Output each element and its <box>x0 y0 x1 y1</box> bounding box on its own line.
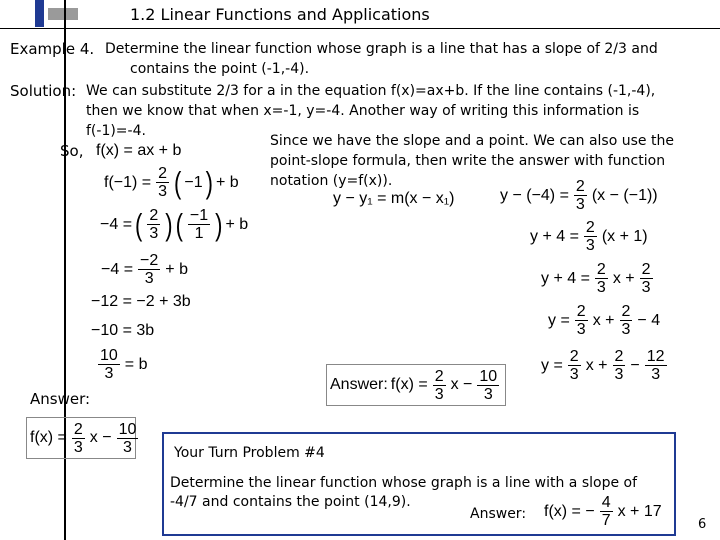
your-turn-answer-rhs: x + 17 <box>617 502 662 520</box>
answer-left-fraction-2: $\frac{10}{3}$ <box>118 420 137 456</box>
eq1-fraction: $\frac{2}{3}$ <box>158 165 168 200</box>
your-turn-answer-label: Answer: <box>470 506 527 522</box>
point-slope-formula: y − y₁ = m(x − x₁) <box>333 190 455 207</box>
equation-step-2: −4 = ( $\frac{2}{3}$ ) ( $\frac{-1}{1}$ ) + b <box>100 206 249 242</box>
your-turn-answer <box>544 494 662 529</box>
r4-lhs: y = <box>548 311 570 329</box>
equation-step-4: −12 = −2 + 3b <box>91 293 191 310</box>
your-turn-answer-lhs: f(x) = − <box>544 502 595 520</box>
r1-rhs: (x − (−1)) <box>591 186 658 204</box>
eq2-fraction-1: $\frac{2}{3}$ <box>149 207 159 242</box>
example-line-1: Determine the linear function whose graph is a line that has a slope of 2/3 and <box>105 41 658 57</box>
r3-fraction-1: $\frac{2}{3}$ <box>596 261 606 296</box>
r4-mid: x + <box>592 311 615 329</box>
answer-box-right <box>326 364 506 406</box>
eq3-fraction: $\frac{-2}{3}$ <box>140 252 159 287</box>
example-line-2: contains the point (-1,-4). <box>130 61 310 77</box>
r1-fraction: $\frac{2}{3}$ <box>575 178 585 213</box>
eq2-rhs: + b <box>225 215 249 233</box>
r4-rhs: − 4 <box>637 311 661 329</box>
equation-step-5: −10 = 3b <box>91 322 155 339</box>
alt-text-3: notation (y=f(x)). <box>270 173 393 189</box>
eq3-lhs: −4 = <box>101 260 134 278</box>
r3-lhs: y + 4 = <box>541 269 590 287</box>
r5-fraction-1: $\frac{2}{3}$ <box>569 348 579 383</box>
eq6-fraction: $\frac{10}{3}$ <box>100 347 118 382</box>
r3-fraction-2: $\frac{2}{3}$ <box>641 261 651 296</box>
point-slope-step-1 <box>500 178 658 213</box>
equation-step-3 <box>101 252 188 287</box>
answer-box-lhs: f(x) = <box>390 376 428 393</box>
equation-step-1: f(−1) = $\frac{2}{3}$ ( −1 ) + b <box>104 164 239 200</box>
eq1-mid: −1 <box>184 173 203 191</box>
answer-box-fraction-1: $\frac{2}{3}$ <box>434 367 444 403</box>
r4-fraction-1: $\frac{2}{3}$ <box>576 303 586 338</box>
eq2-lhs: −4 = <box>100 215 133 233</box>
solution-line-3: f(-1)=-4. <box>86 123 146 139</box>
point-slope-step-2 <box>530 219 648 254</box>
header-bar-dark <box>35 0 44 27</box>
r5-fraction-3: $\frac{12}{3}$ <box>646 348 665 383</box>
answer-left-fraction-1: $\frac{2}{3}$ <box>73 420 83 456</box>
so-label: So, <box>60 142 84 160</box>
answer-label-left: Answer: <box>30 390 91 408</box>
r2-rhs: (x + 1) <box>601 227 648 245</box>
r5-fraction-2: $\frac{2}{3}$ <box>614 348 624 383</box>
your-turn-title: Your Turn Problem #4 <box>174 445 325 461</box>
answer-box-label: Answer: <box>330 376 388 393</box>
point-slope-step-4 <box>548 303 660 338</box>
r5-mid: x + <box>585 356 608 374</box>
eq2-fraction-2: $\frac{-1}{1}$ <box>189 207 209 242</box>
answer-box-mid: x − <box>450 376 473 393</box>
equation-general: f(x) = ax + b <box>96 142 182 159</box>
header-bar-gray <box>48 8 78 20</box>
r5-sub: − <box>630 356 640 374</box>
equation-step-6 <box>96 347 147 382</box>
answer-left-mid: x − <box>89 429 112 446</box>
solution-label: Solution: <box>10 82 77 100</box>
alt-text-2: point-slope formula, then write the answer with function <box>270 153 666 169</box>
answer-box-fraction-2: $\frac{10}{3}$ <box>479 367 498 403</box>
r2-fraction: $\frac{2}{3}$ <box>585 219 595 254</box>
eq3-rhs: + b <box>165 260 188 278</box>
solution-line-2: then we know that when x=-1, y=-4. Another way of writing this information is <box>86 103 640 119</box>
alt-text-1: Since we have the slope and a point. We can also use the <box>270 133 674 149</box>
eq1-lhs: f(−1) = <box>104 173 152 191</box>
r1-lhs: y − (−4) = <box>500 186 569 204</box>
answer-box-left <box>26 417 136 459</box>
answer-left-lhs: f(x) = <box>30 429 67 446</box>
your-turn-answer-fraction: $\frac{4}{7}$ <box>601 494 611 529</box>
r2-lhs: y + 4 = <box>530 227 579 245</box>
point-slope-step-5 <box>541 348 669 383</box>
eq6-rhs: = b <box>124 355 148 373</box>
header-vertical-rule <box>64 0 66 540</box>
r4-fraction-2: $\frac{2}{3}$ <box>621 303 631 338</box>
r3-mid: x + <box>612 269 635 287</box>
header-horizontal-rule <box>0 28 720 29</box>
your-turn-line-1: Determine the linear function whose graph is a line with a slope of <box>170 475 638 491</box>
page-title: 1.2 Linear Functions and Applications <box>130 5 430 24</box>
your-turn-box <box>162 432 676 536</box>
solution-line-1: We can substitute 2/3 for a in the equation f(x)=ax+b. If the line contains (-1,-4), <box>86 83 656 99</box>
r5-lhs: y = <box>541 356 563 374</box>
your-turn-line-2: -4/7 and contains the point (14,9). <box>170 494 411 510</box>
eq1-rhs: + b <box>215 173 239 191</box>
example-label: Example 4. <box>10 40 95 58</box>
point-slope-step-3 <box>541 261 655 296</box>
page-number: 6 <box>698 517 707 532</box>
